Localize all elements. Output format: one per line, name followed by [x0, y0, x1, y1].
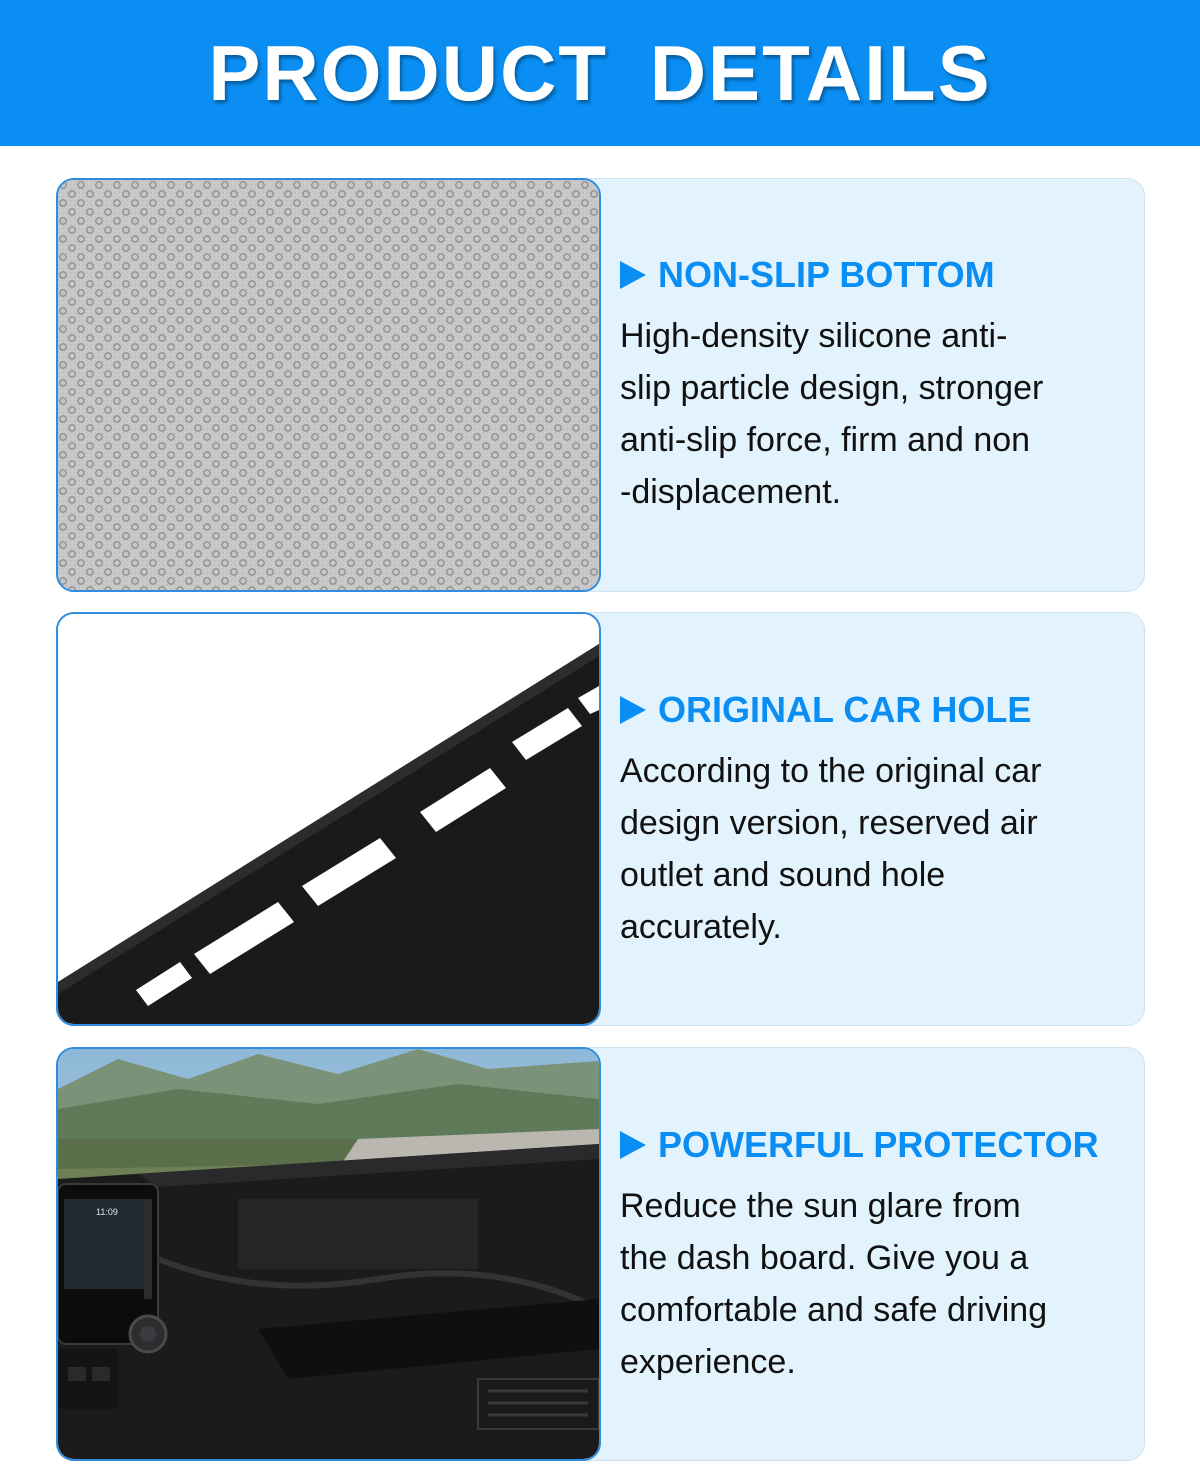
screen-clock: 11:09	[96, 1207, 118, 1217]
description-line: the dash board. Give you a	[620, 1239, 1029, 1277]
feature-description-non-slip	[620, 310, 1110, 518]
feature-heading-text: POWERFUL PROTECTOR	[658, 1124, 1099, 1165]
arrow-right-icon	[620, 261, 646, 289]
description-line: slip particle design, stronger	[620, 369, 1044, 407]
non-slip-bottom-image	[56, 178, 601, 592]
description-line: accurately.	[620, 908, 782, 946]
feature-description-car-hole	[620, 745, 1110, 953]
header-banner	[0, 0, 1200, 146]
description-line: design version, reserved air	[620, 804, 1038, 842]
feature-heading-text: NON-SLIP BOTTOM	[658, 254, 995, 295]
description-line: experience.	[620, 1343, 796, 1381]
arrow-right-icon	[620, 1131, 646, 1159]
arrow-right-icon	[620, 696, 646, 724]
description-line: Reduce the sun glare from	[620, 1187, 1021, 1225]
description-line: comfortable and safe driving	[620, 1291, 1048, 1329]
description-line: anti-slip force, firm and non	[620, 421, 1031, 459]
description-line: outlet and sound hole	[620, 856, 946, 894]
powerful-protector-image	[56, 1047, 601, 1461]
feature-heading-protector	[620, 1124, 1099, 1166]
original-car-hole-image	[56, 612, 601, 1026]
page-title: PRODUCT DETAILS	[208, 29, 992, 117]
feature-heading-non-slip	[620, 254, 995, 296]
feature-heading-car-hole	[620, 689, 1031, 731]
description-line: According to the original car	[620, 752, 1042, 790]
feature-heading-text: ORIGINAL CAR HOLE	[658, 689, 1032, 730]
feature-description-protector	[620, 1180, 1110, 1388]
description-line: -displacement.	[620, 473, 842, 511]
description-line: High-density silicone anti-	[620, 317, 1008, 355]
